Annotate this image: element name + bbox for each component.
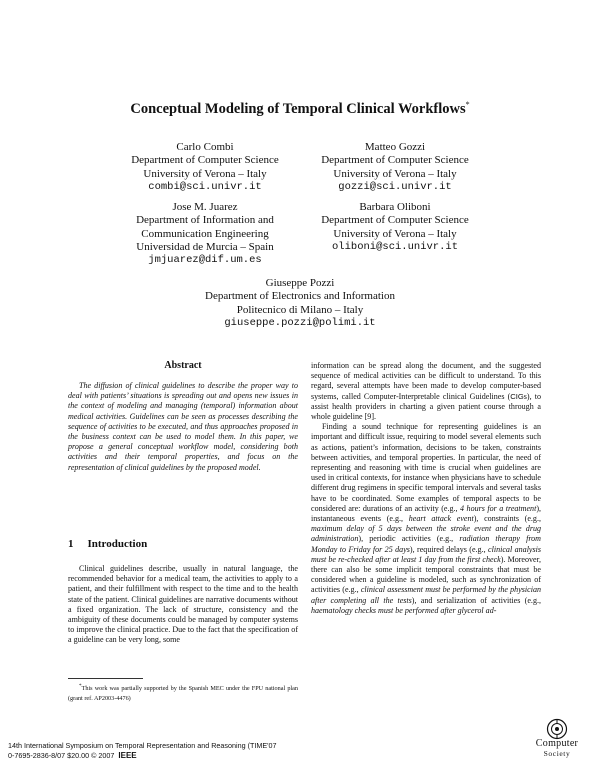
abstract-heading: Abstract — [164, 360, 202, 371]
footnote-divider — [68, 678, 143, 679]
computer-society-logo — [524, 718, 590, 770]
example-periodic: radiation therapy from Monday to Friday for 25 days — [311, 534, 541, 554]
author-name: Matteo Gozzi — [364, 141, 426, 153]
author-block-pozzi — [150, 277, 450, 330]
acronym-cig: CIG — [510, 391, 524, 401]
example-serialization: haematology checks must be performed after glycerol ad- — [311, 605, 497, 615]
author-affiliation: University of Verona – Italy — [143, 167, 267, 180]
text-run: ), and serialization of activities (e.g., — [411, 595, 541, 605]
author-block-gozzi — [300, 141, 490, 194]
right-column-text — [311, 361, 541, 616]
intro-paragraph: Clinical guidelines describe, usually in natural language, the recommended behavior for a medical team, the activities to apply to a patient, and their fulfillment with respect to the time and to the health state of the patient. Clinical guidelines are narrative documents without a fixed organization. The lack of structure, consistency and the ambiguity of these documents could be managed by computer systems to improve the clinical practice. Due to the fact that the specification of a guideline can be very long, some — [68, 564, 298, 645]
section-number: 1 — [68, 538, 74, 550]
body-paragraph-2 — [311, 422, 541, 616]
text-run: ), required delays (e.g., — [409, 544, 489, 554]
author-email: gozzi@sci.univr.it — [338, 180, 452, 193]
section-heading-introduction — [68, 538, 147, 550]
title-text: Conceptual Modeling of Temporal Clinical Workflows — [130, 100, 466, 117]
example-duration: 4 hours for a treatment — [460, 503, 537, 513]
text-run: Finding a sound technique for representing guidelines is an important and difficult issue, requiring to model several elements such as actions, patient’s information, decisions to be taken, constraints between activities, and temporal properties. In particular, the need of representing and reasoning with time is crucial when guidelines are used in critical contexts, for instance when physicians have to schedule different drug regimens in specific temporal intervals and several tasks have to be coordinated. Some examples of temporal aspects to be considered are: durations of an activity (e.g., — [311, 422, 541, 513]
abstract-text — [68, 381, 298, 473]
footer-copyright: 0-7695-2836-8/07 $20.00 © 2007 — [8, 750, 115, 760]
example-synchronization: clinical assessment must be performed by the physician after completing all the tests — [311, 585, 541, 605]
author-affiliation: University of Verona – Italy — [333, 227, 457, 240]
author-email: combi@sci.univr.it — [148, 180, 262, 193]
author-email: giuseppe.pozzi@polimi.it — [224, 316, 376, 329]
text-run: s), to assist health providers in charting a given patient course through a whole guideline [9]. — [311, 391, 541, 422]
text-run: ). Moreover, there can also be some implicit temporal constraints that must be considered when a guideline is modeled, such as synchronization of activities (e.g., — [311, 554, 541, 595]
body-paragraph-1 — [311, 361, 541, 422]
text-run: ), periodic activities (e.g., — [358, 534, 460, 544]
author-name: Barbara Oliboni — [359, 201, 431, 213]
paper-title — [0, 100, 600, 118]
author-affiliation: Communication Engineering — [141, 227, 269, 240]
ieee-logo-text: IEEE — [118, 750, 137, 760]
author-affiliation: Department of Computer Science — [131, 154, 279, 167]
introduction-text — [68, 564, 298, 646]
section-title: Introduction — [87, 538, 148, 550]
text-run: ), constraints (e.g., — [473, 514, 541, 524]
author-affiliation: Universidad de Murcia – Spain — [136, 240, 274, 253]
example-event: heart attack event — [408, 514, 474, 524]
logo-word-society: Society — [543, 749, 571, 758]
author-name: Jose M. Juarez — [172, 201, 238, 213]
logo-word-computer: Computer — [535, 738, 579, 749]
computer-society-emblem-icon — [546, 718, 568, 740]
footer-copyright-line — [8, 751, 277, 761]
author-affiliation: Department of Electronics and Information — [205, 290, 395, 303]
author-email: oliboni@sci.univr.it — [331, 240, 459, 253]
footnote-mark: * — [79, 683, 82, 689]
author-block-combi — [110, 141, 300, 194]
title-footnote-mark: * — [465, 100, 470, 109]
footnote — [68, 682, 298, 703]
author-name: Giuseppe Pozzi — [265, 277, 335, 289]
page-footer — [8, 741, 277, 760]
author-name: Carlo Combi — [176, 141, 234, 153]
author-affiliation: Department of Computer Science — [321, 154, 469, 167]
author-block-juarez — [110, 201, 300, 267]
footnote-text: This work was partially supported by the Spanish MEC under the FPU national plan (grant ref. AP2003-4476) — [68, 685, 298, 702]
text-run: ), instantaneous events (e.g., — [311, 503, 542, 524]
example-constraint: maximum delay of 5 days between the stroke event and the drug administration — [311, 524, 541, 544]
author-affiliation: Department of Computer Science — [321, 214, 469, 227]
text-run: information can be spread along the document, and the suggested sequence of medical activities can be difficult to understand. To this regard, several attempts have been made to develop computer-based systems, called Computer-Interpretable clinical Guidelines ( — [311, 361, 541, 401]
author-affiliation: Department of Information and — [136, 214, 274, 227]
author-affiliation: University of Verona – Italy — [333, 167, 457, 180]
author-block-oliboni — [300, 201, 490, 254]
author-affiliation: Politecnico di Milano – Italy — [236, 303, 364, 316]
author-email: jmjuarez@dif.um.es — [148, 254, 262, 267]
example-delay: clinical analysis must be re-checked after at least 1 day from the first check — [311, 544, 541, 564]
abstract-paragraph: The diffusion of clinical guidelines to describe the proper way to deal with patients’ situations is spreading out and opens new issues in the context of modeling and managing (temporal) information about medical activities. Guidelines can be seen as processes describing the sequence of activities to be executed, and thus approaches proposed in the business context can be used to model them. In this paper, we propose a general conceptual workflow model, considering both activities and their temporal properties, and focus on the representation of clinical guidelines by the proposed model. — [68, 381, 298, 472]
footer-conference: 14th International Symposium on Temporal Representation and Reasoning (TIME'07 — [8, 741, 277, 750]
